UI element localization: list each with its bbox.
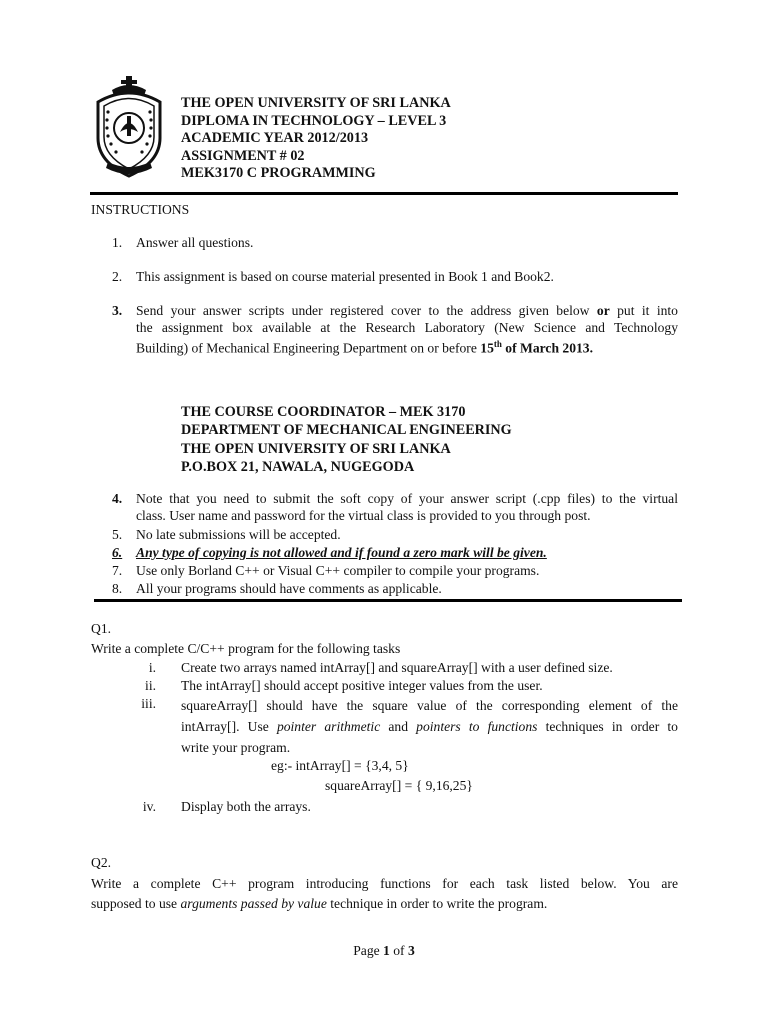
submission-address bbox=[181, 403, 512, 477]
page-total: 3 bbox=[407, 943, 415, 958]
course-title: MEK3170 C PROGRAMMING bbox=[181, 165, 376, 182]
task-text-squarearray: squareArray[] should have the square value of the corresponding element of the intArray[]. Use pointer arithmetic and pointers to functions techniques in order to write your program. bbox=[181, 698, 678, 755]
task-number: iii. bbox=[141, 696, 156, 711]
instruction-item: 7. Use only Borland C++ or Visual C++ compiler to compile your programs. bbox=[112, 563, 540, 578]
task-number: i. bbox=[148, 660, 156, 675]
example-intarray: eg:- intArray[] = {3,4, 5} bbox=[271, 758, 409, 773]
example-squarearray: squareArray[] = { 9,16,25} bbox=[325, 778, 473, 793]
instruction-item-copying: 6. Any type of copying is not allowed and if found a zero mark will be given. bbox=[112, 545, 547, 560]
academic-year: ACADEMIC YEAR 2012/2013 bbox=[181, 130, 369, 147]
task-text: Create two arrays named intArray[] and squareArray[] with a user defined size. bbox=[181, 660, 613, 675]
instruction-number: 4. bbox=[112, 491, 123, 506]
page-number: 1 bbox=[383, 943, 390, 958]
question-2-label: Q2. bbox=[91, 855, 112, 870]
question-1-intro: Write a complete C/C++ program for the following tasks bbox=[91, 641, 401, 656]
assignment-number: ASSIGNMENT # 02 bbox=[181, 147, 305, 164]
question-1-label: Q1. bbox=[91, 621, 112, 636]
task-number: ii. bbox=[145, 678, 156, 693]
task-number: iv. bbox=[142, 799, 156, 814]
instruction-number: 3. bbox=[112, 303, 123, 318]
university-name: THE OPEN UNIVERSITY OF SRI LANKA bbox=[181, 95, 451, 111]
instruction-item: 1. Answer all questions. bbox=[112, 235, 254, 250]
instruction-item-submission: Send your answer scripts under registered cover to the address given below or put it into the assignment box available at the Research Laboratory (New Science and Technology Building) of Mechanical Engineering Department on or before 15th of March 2013. bbox=[136, 303, 678, 356]
question-2-text: Write a complete C++ program introducing functions for each task listed below. You are supposed to use arguments passed by value technique in order to write the program. bbox=[91, 876, 678, 911]
address-line: DEPARTMENT OF MECHANICAL ENGINEERING bbox=[181, 422, 512, 439]
instruction-item: 2. This assignment is based on course material presented in Book 1 and Book2. bbox=[112, 269, 554, 284]
program-name: DIPLOMA IN TECHNOLOGY – LEVEL 3 bbox=[181, 112, 447, 129]
instruction-item: 8. All your programs should have comments as applicable. bbox=[112, 581, 442, 596]
university-crest-logo bbox=[90, 76, 168, 180]
instructions-heading: INSTRUCTIONS bbox=[91, 202, 190, 217]
task-text: Display both the arrays. bbox=[181, 799, 311, 814]
page-footer: Page 1 of 3 bbox=[353, 943, 415, 958]
document-header bbox=[181, 95, 451, 183]
address-line: P.O.BOX 21, NAWALA, NUGEGODA bbox=[181, 459, 415, 476]
address-line: THE OPEN UNIVERSITY OF SRI LANKA bbox=[181, 440, 451, 457]
header-divider bbox=[90, 192, 678, 195]
instruction-item-softcopy: Note that you need to submit the soft copy of your answer script (.cpp files) to the virtual class. User name and password for the virtual class is provided to you through post. bbox=[136, 491, 678, 523]
instruction-item: 5. No late submissions will be accepted. bbox=[112, 527, 341, 542]
instructions-divider bbox=[94, 599, 682, 602]
task-text: The intArray[] should accept positive integer values from the user. bbox=[181, 678, 543, 693]
address-line: THE COURSE COORDINATOR – MEK 3170 bbox=[181, 404, 466, 420]
